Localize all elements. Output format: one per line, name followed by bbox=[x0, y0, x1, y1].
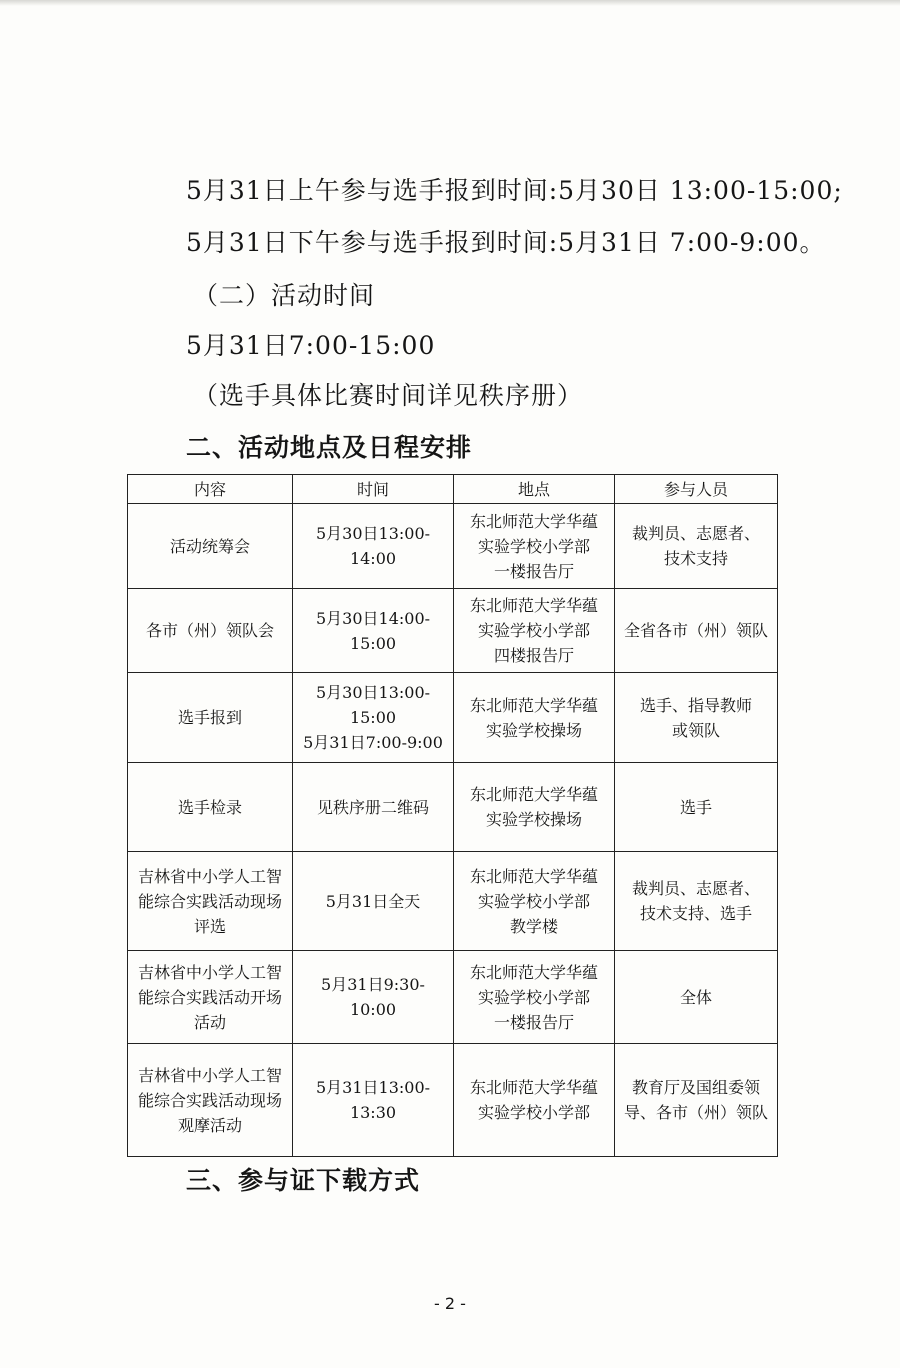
cell-place: 东北师范大学华蕴 实验学校小学部 教学楼 bbox=[454, 852, 615, 951]
cell-time: 5月30日13:00-14:00 bbox=[293, 504, 454, 589]
registration-time-morning: 5月31日上午参与选手报到时间:5月30日 13:00-15:00; bbox=[186, 176, 843, 205]
cell-time: 5月30日13:00-15:00 5月31日7:00-9:00 bbox=[293, 673, 454, 763]
table-row bbox=[128, 504, 778, 589]
cell-content: 吉林省中小学人工智 能综合实践活动现场 观摩活动 bbox=[128, 1044, 293, 1157]
activity-time-subheading: （二）活动时间 bbox=[193, 281, 376, 310]
cell-participants: 全省各市（州）领队 bbox=[615, 589, 778, 673]
cell-time: 5月31日13:00-13:30 bbox=[293, 1044, 454, 1157]
table-row bbox=[128, 1044, 778, 1157]
cell-time: 5月31日9:30-10:00 bbox=[293, 951, 454, 1044]
cell-content: 吉林省中小学人工智 能综合实践活动现场 评选 bbox=[128, 852, 293, 951]
table-row bbox=[128, 852, 778, 951]
header-place: 地点 bbox=[454, 475, 615, 504]
cell-participants: 教育厅及国组委领 导、各市（州）领队 bbox=[615, 1044, 778, 1157]
cell-participants: 裁判员、志愿者、 技术支持、选手 bbox=[615, 852, 778, 951]
header-content: 内容 bbox=[128, 475, 293, 504]
schedule-table bbox=[127, 474, 778, 1157]
cell-place: 东北师范大学华蕴 实验学校操场 bbox=[454, 763, 615, 852]
table-row bbox=[128, 589, 778, 673]
scan-edge bbox=[0, 0, 900, 6]
cell-place: 东北师范大学华蕴 实验学校小学部 一楼报告厅 bbox=[454, 504, 615, 589]
table-row bbox=[128, 951, 778, 1044]
cell-time: 见秩序册二维码 bbox=[293, 763, 454, 852]
cell-place: 东北师范大学华蕴 实验学校小学部 四楼报告厅 bbox=[454, 589, 615, 673]
cell-content: 选手检录 bbox=[128, 763, 293, 852]
cell-participants: 裁判员、志愿者、 技术支持 bbox=[615, 504, 778, 589]
page-number: - 2 - bbox=[434, 1294, 466, 1313]
cell-place: 东北师范大学华蕴 实验学校操场 bbox=[454, 673, 615, 763]
cell-participants: 全体 bbox=[615, 951, 778, 1044]
cell-content: 活动统筹会 bbox=[128, 504, 293, 589]
cell-participants: 选手、指导教师 或领队 bbox=[615, 673, 778, 763]
section-heading-location-schedule: 二、活动地点及日程安排 bbox=[186, 433, 473, 462]
table-header-row bbox=[128, 475, 778, 504]
header-participants: 参与人员 bbox=[615, 475, 778, 504]
section-heading-pass-download: 三、参与证下载方式 bbox=[186, 1166, 421, 1195]
table-row bbox=[128, 763, 778, 852]
cell-place: 东北师范大学华蕴 实验学校小学部 一楼报告厅 bbox=[454, 951, 615, 1044]
registration-time-afternoon: 5月31日下午参与选手报到时间:5月31日 7:00-9:00。 bbox=[186, 228, 826, 257]
cell-content: 选手报到 bbox=[128, 673, 293, 763]
cell-participants: 选手 bbox=[615, 763, 778, 852]
cell-content: 各市（州）领队会 bbox=[128, 589, 293, 673]
cell-content: 吉林省中小学人工智 能综合实践活动开场 活动 bbox=[128, 951, 293, 1044]
table-row bbox=[128, 673, 778, 763]
cell-time: 5月31日全天 bbox=[293, 852, 454, 951]
header-time: 时间 bbox=[293, 475, 454, 504]
cell-time: 5月30日14:00-15:00 bbox=[293, 589, 454, 673]
cell-place: 东北师范大学华蕴 实验学校小学部 bbox=[454, 1044, 615, 1157]
schedule-note: （选手具体比赛时间详见秩序册） bbox=[193, 381, 584, 410]
activity-time-value: 5月31日7:00-15:00 bbox=[186, 331, 436, 360]
